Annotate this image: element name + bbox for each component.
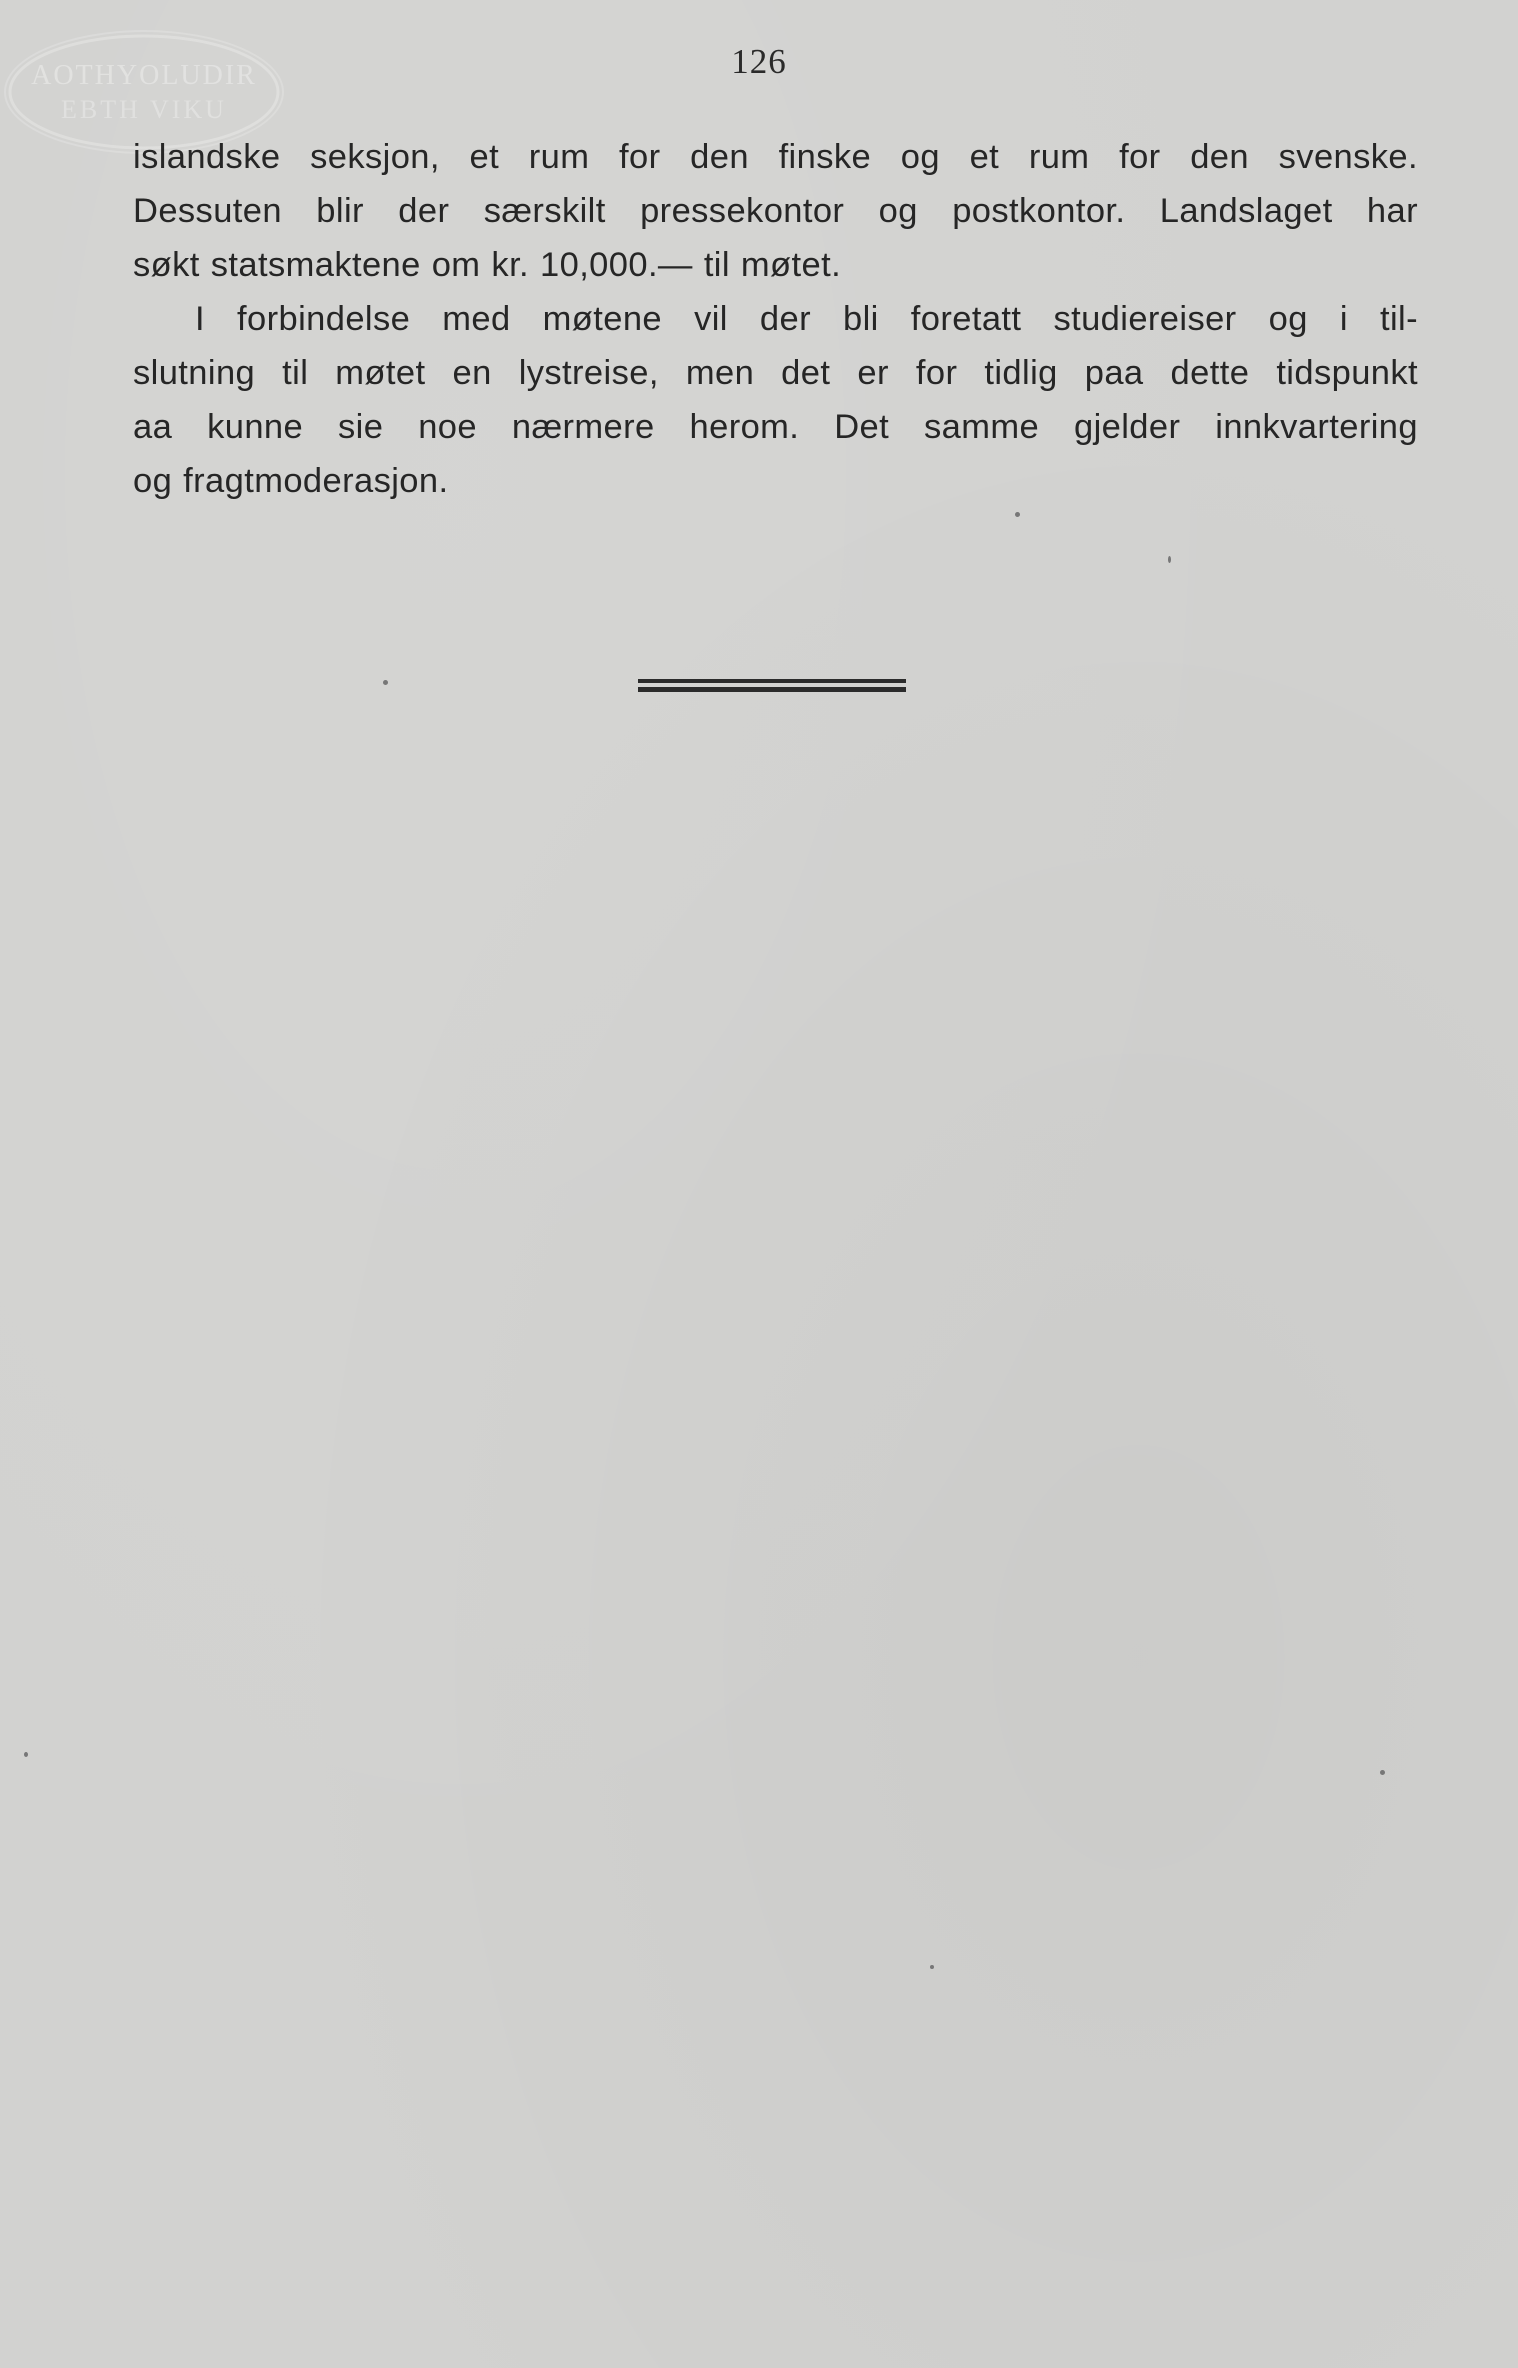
text-line: islandske seksjon, et rum for den finske og et rum for den svenske. bbox=[133, 138, 1418, 176]
paper-speck bbox=[1168, 556, 1171, 563]
stamp-line-2: EBTH VIKU bbox=[61, 95, 227, 124]
text-line: og fragtmoderasjon. bbox=[133, 462, 449, 500]
paper-speck bbox=[383, 680, 388, 685]
body-text bbox=[133, 130, 1418, 508]
double-rule-divider bbox=[638, 679, 906, 692]
paper-speck bbox=[1015, 512, 1020, 517]
paragraph-2 bbox=[133, 292, 1418, 508]
text-line: søkt statsmaktene om kr. 10,000.— til møtet. bbox=[133, 246, 842, 284]
paper-speck bbox=[1380, 1770, 1385, 1775]
divider-rule-top bbox=[638, 679, 906, 683]
paragraph-1 bbox=[133, 130, 1418, 292]
text-line: aa kunne sie noe nærmere herom. Det samme gjelder innkvartering bbox=[133, 408, 1418, 446]
divider-rule-bottom bbox=[638, 687, 906, 692]
stamp-line-1: AOTHYOLUDIR bbox=[31, 60, 257, 91]
text-line: slutning til møtet en lystreise, men det er for tidlig paa dette tidspunkt bbox=[133, 354, 1418, 392]
text-line: I forbindelse med møtene vil der bli foretatt studiereiser og i til- bbox=[195, 300, 1418, 338]
text-line: Dessuten blir der særskilt pressekontor og postkontor. Landslaget har bbox=[133, 192, 1418, 230]
page-number: 126 bbox=[731, 42, 787, 81]
paper-speck bbox=[24, 1752, 28, 1757]
paper-speck bbox=[930, 1965, 934, 1969]
